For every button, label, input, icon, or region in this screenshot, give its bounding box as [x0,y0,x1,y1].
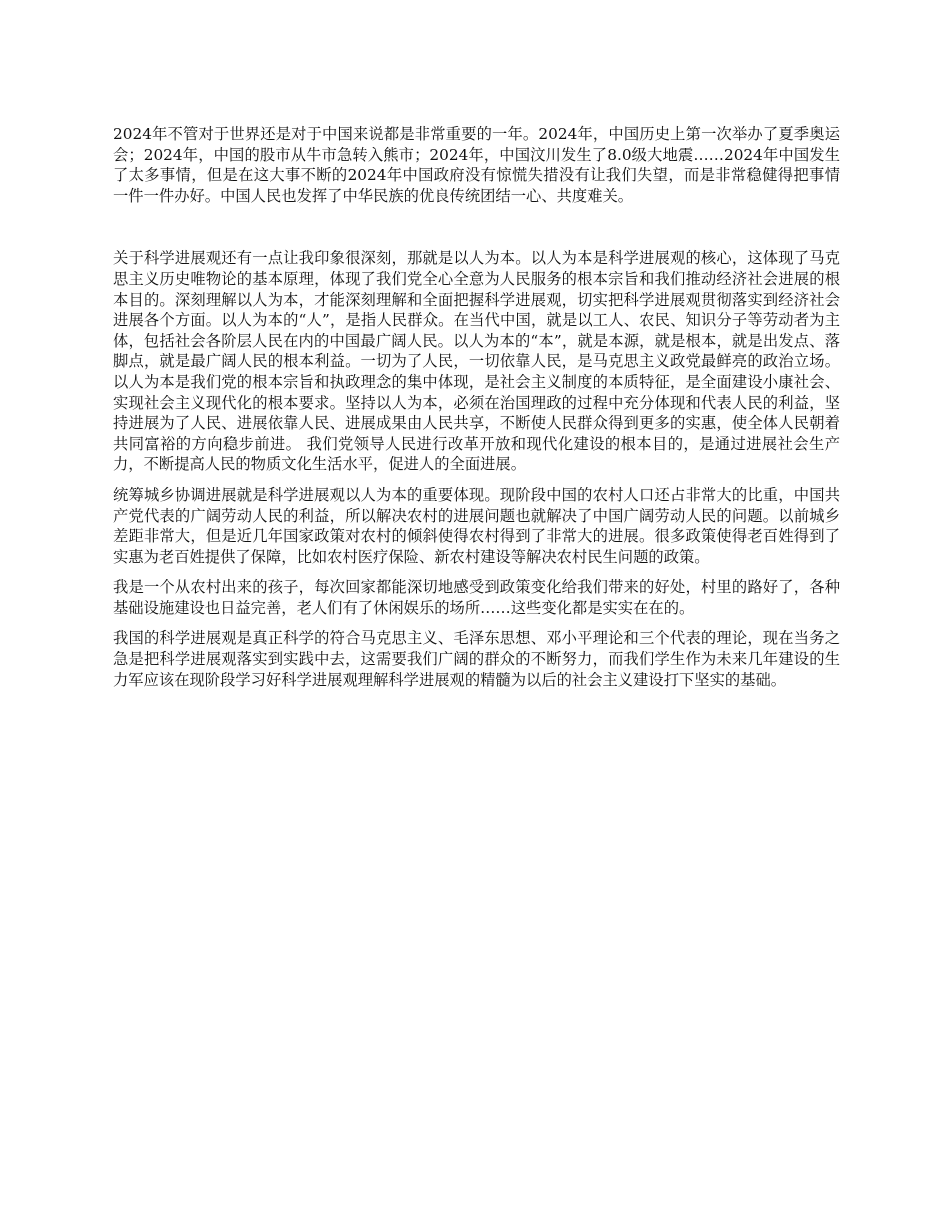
paragraph-people-oriented: 关于科学进展观还有一点让我印象很深刻，那就是以人为本。以人为本是科学进展观的核心，这体现了马克思主义历史唯物论的基本原理，体现了我们党全心全意为人民服务的根本宗旨和我们推动经济社会进展的根本目的。深刻理解以人为本，才能深刻理解和全面把握科学进展观，切实把科学进展观贯彻落实到经济社会进展各个方面。以人为本的“人”，是指人民群众。在当代中国，就是以工人、农民、知识分子等劳动者为主体，包括社会各阶层人民在内的中国最广阔人民。以人为本的“本”，就是本源，就是根本，就是出发点、落脚点，就是最广阔人民的根本利益。一切为了人民，一切依靠人民，是马克思主义政党最鲜亮的政治立场。以人为本是我们党的根本宗旨和执政理念的集中体现，是社会主义制度的本质特征，是全面建设小康社会、实现社会主义现代化的根本要求。坚持以人为本，必须在治国理政的过程中充分体现和代表人民的利益，坚持进展为了人民、进展依靠人民、进展成果由人民共享，不断使人民群众得到更多的实惠，使全体人民朝着共同富裕的方向稳步前进。 我们党领导人民进行改革开放和现代化建设的根本目的，是通过进展社会生产力，不断提高人民的物质文化生活水平，促进人的全面进展。 [113,249,840,474]
paragraph-2024-year-events: 2024年不管对于世界还是对于中国来说都是非常重要的一年。2024年，中国历史上第一次举办了夏季奥运会；2024年，中国的股市从牛市急转入熊市；2024年，中国汶川发生了8.0级大地震……2024年中国发生了太多事情，但是在这大事不断的2024年中国政府没有惊慌失措没有让我们失望，而是非常稳健得把事情一件一件办好。中国人民也发挥了中华民族的优良传统团结一心、共度难关。 [113,125,840,205]
paragraph-urban-rural-development: 统筹城乡协调进展就是科学进展观以人为本的重要体现。现阶段中国的农村人口还占非常大的比重，中国共产党代表的广阔劳动人民的利益，所以解决农村的进展问题也就解决了中国广阔劳动人民的问题。以前城乡差距非常大，但是近几年国家政策对农村的倾斜使得农村得到了非常大的进展。很多政策使得老百姓得到了实惠为老百姓提供了保障，比如农村医疗保险、新农村建设等解决农村民生问题的政策。 [113,485,840,566]
paragraph-conclusion: 我国的科学进展观是真正科学的符合马克思主义、毛泽东思想、邓小平理论和三个代表的理论，现在当务之急是把科学进展观落实到实践中去，这需要我们广阔的群众的不断努力，而我们学生作为未来几年建设的生力军应该在现阶段学习好科学进展观理解科学进展观的精髓为以后的社会主义建设打下坚实的基础。 [113,629,840,689]
paragraph-personal-experience: 我是一个从农村出来的孩子，每次回家都能深切地感受到政策变化给我们带来的好处，村里的路好了，各种基础设施建设也日益完善，老人们有了休闲娱乐的场所……这些变化都是实实在在的。 [113,578,840,617]
